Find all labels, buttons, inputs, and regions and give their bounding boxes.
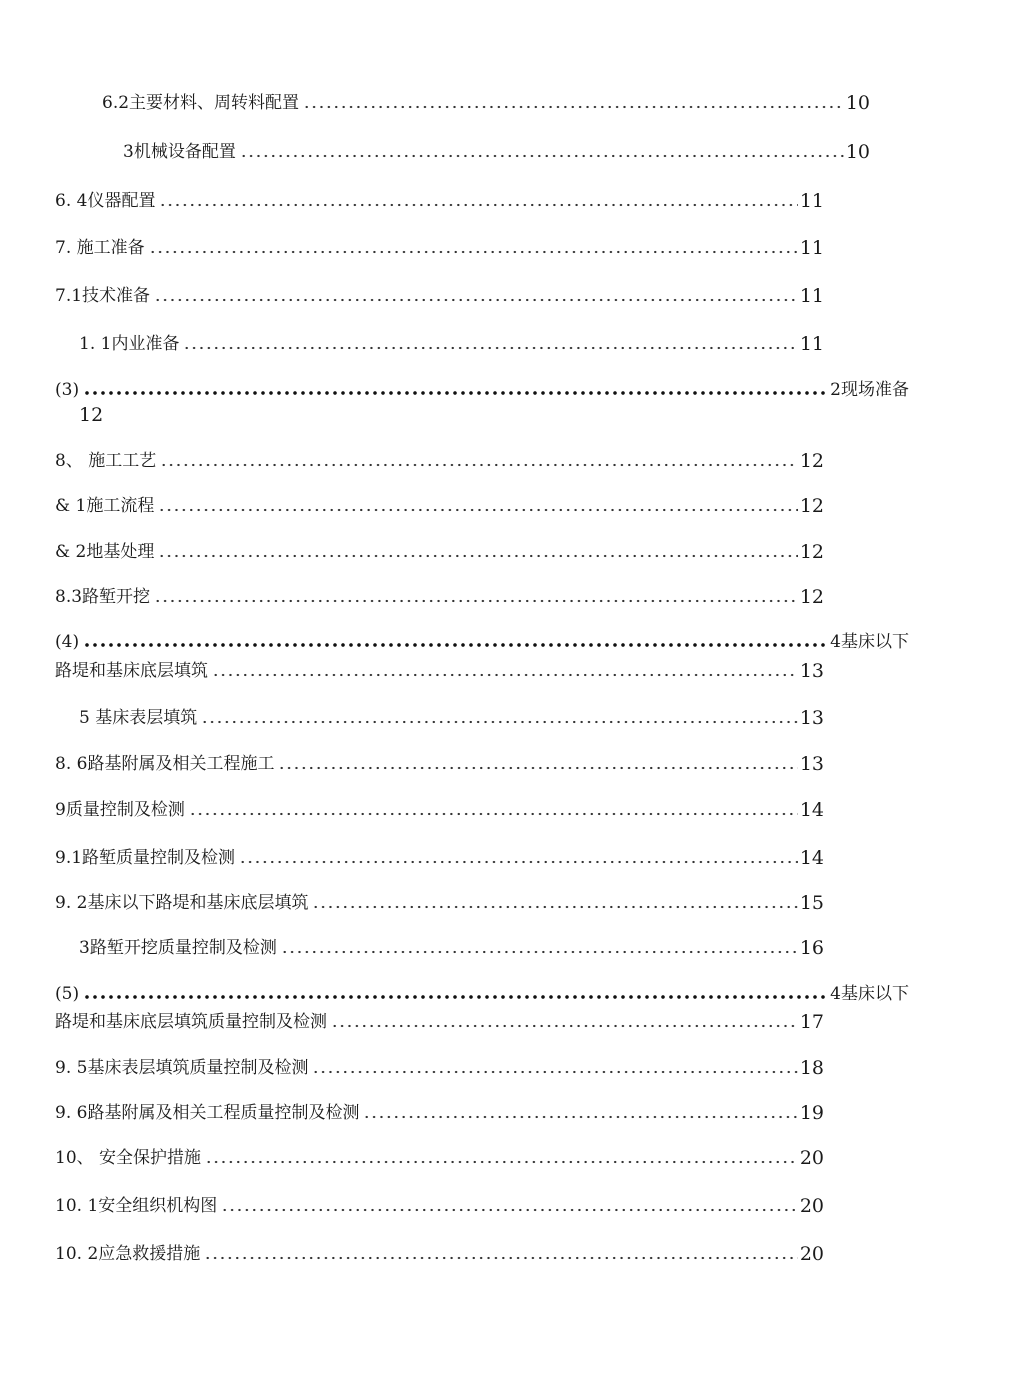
toc-entry (55, 749, 824, 775)
toc-entry (55, 491, 824, 517)
toc-entry-page: 17 (799, 1011, 824, 1033)
leader-dots (239, 859, 798, 865)
toc-entry (123, 137, 870, 163)
leader-dots (149, 249, 798, 255)
leader-dots (83, 993, 828, 1001)
toc-entry-title: 7.1技术准备 (55, 286, 151, 306)
toc-entry-suffix: 2现场准备 (830, 380, 909, 400)
toc-entry-title: 9. 6路基附属及相关工程质量控制及检测 (55, 1103, 360, 1123)
leader-dots (154, 598, 798, 604)
leader-dots (154, 297, 798, 303)
toc-entry-title: 8. 6路基附属及相关工程施工 (55, 754, 275, 774)
toc-entry-title: 10. 1安全组织机构图 (55, 1196, 218, 1216)
leader-dots (212, 672, 798, 678)
toc-entry (55, 186, 824, 212)
toc-entry-page: 15 (799, 892, 824, 914)
leader-dots (205, 1159, 798, 1165)
toc-entry-prefix: (4) (55, 632, 80, 652)
leader-dots (204, 1255, 798, 1261)
leader-dots (312, 904, 797, 910)
toc-entry-page: 11 (799, 285, 824, 307)
toc-entry-page: 13 (799, 660, 824, 682)
toc-entry-broken (55, 627, 909, 653)
toc-entry-title: 6.2主要材料、周转料配置 (102, 93, 300, 113)
toc-entry-title: 9. 2基床以下路堤和基床底层填筑 (55, 893, 309, 913)
toc-entry-page: 13 (799, 707, 824, 729)
leader-dots (158, 553, 797, 559)
toc-entry-page: 10 (845, 92, 870, 114)
toc-entry (55, 656, 824, 682)
toc-entry-page: 12 (799, 495, 824, 517)
toc-entry (55, 1143, 824, 1169)
toc-entry-page: 11 (799, 237, 824, 259)
toc-entry-title: 3机械设备配置 (123, 142, 236, 162)
toc-entry-page: 18 (799, 1057, 824, 1079)
toc-entry (102, 88, 870, 114)
toc-entry-title: 5 基床表层填筑 (79, 708, 198, 728)
toc-entry-title: 10、 安全保护措施 (55, 1148, 202, 1168)
toc-entry-title: 3路堑开挖质量控制及检测 (79, 938, 277, 958)
toc-entry (55, 888, 824, 914)
toc-entry (55, 1191, 824, 1217)
toc-entry (79, 329, 824, 355)
toc-entry-page: 19 (799, 1102, 824, 1124)
toc-entry (55, 1053, 824, 1079)
toc-entry-title: 8、 施工工艺 (55, 451, 157, 471)
toc-entry-title: & 2地基处理 (55, 542, 155, 562)
toc-entry-page: 11 (799, 333, 824, 355)
leader-dots (281, 949, 798, 955)
toc-entry-suffix: 4基床以下 (830, 632, 909, 652)
toc-entry-title: 9质量控制及检测 (55, 800, 185, 820)
toc-entry (55, 582, 824, 608)
toc-entry-title: 6. 4仪器配置 (55, 191, 156, 211)
toc-entry-page: 20 (799, 1243, 824, 1265)
toc-entry (55, 446, 824, 472)
toc-entry-page: 11 (799, 190, 824, 212)
toc-entry-title: 8.3路堑开挖 (55, 587, 151, 607)
toc-entry (55, 281, 824, 307)
toc-entry (55, 233, 824, 259)
leader-dots (189, 811, 798, 817)
toc-entry-title: & 1施工流程 (55, 496, 155, 516)
leader-dots (183, 345, 797, 351)
toc-entry (55, 795, 824, 821)
toc-entry-title: 10. 2应急救援措施 (55, 1244, 201, 1264)
toc-entry (55, 537, 824, 563)
toc-entry-page: 12 (799, 586, 824, 608)
leader-dots (160, 462, 798, 468)
toc-entry (55, 843, 824, 869)
toc-entry-broken (55, 375, 909, 401)
toc-entry-title: 7. 施工准备 (55, 238, 145, 258)
toc-entry (55, 1098, 824, 1124)
leader-dots (83, 641, 828, 649)
toc-entry-page: 12 (799, 450, 824, 472)
toc-entry-page: 20 (799, 1195, 824, 1217)
leader-dots (221, 1207, 798, 1213)
toc-entry (55, 1239, 824, 1265)
toc-entry-title: 路堤和基床底层填筑质量控制及检测 (55, 1012, 327, 1032)
leader-dots (363, 1114, 797, 1120)
toc-entry-prefix: (5) (55, 984, 80, 1004)
toc-entry-title: 1. 1内业准备 (79, 334, 180, 354)
toc-entry-page: 14 (799, 847, 824, 869)
leader-dots (159, 202, 797, 208)
toc-entry-title: 路堤和基床底层填筑 (55, 661, 208, 681)
toc-entry-broken (55, 979, 909, 1005)
toc-entry-prefix: (3) (55, 380, 80, 400)
toc-entry-page: 12 (799, 541, 824, 563)
toc-entry-page: 20 (799, 1147, 824, 1169)
toc-entry (79, 933, 824, 959)
leader-dots (278, 765, 797, 771)
toc-entry-title: 9. 5基床表层填筑质量控制及检测 (55, 1058, 309, 1078)
toc-entry-page: 13 (799, 753, 824, 775)
toc-entry (55, 1007, 824, 1033)
toc-entry-suffix: 4基床以下 (830, 984, 909, 1004)
leader-dots (83, 389, 828, 397)
leader-dots (331, 1023, 798, 1029)
toc-entry (79, 703, 824, 729)
leader-dots (201, 719, 798, 725)
leader-dots (303, 104, 844, 110)
leader-dots (312, 1069, 797, 1075)
toc-entry-wrap: 12 (79, 404, 104, 426)
toc-entry-title: 9.1路堑质量控制及检测 (55, 848, 236, 868)
leader-dots (240, 153, 844, 159)
toc-entry-page: 16 (799, 937, 824, 959)
toc-entry-page: 10 (845, 141, 870, 163)
leader-dots (158, 507, 797, 513)
toc-entry-page: 14 (799, 799, 824, 821)
